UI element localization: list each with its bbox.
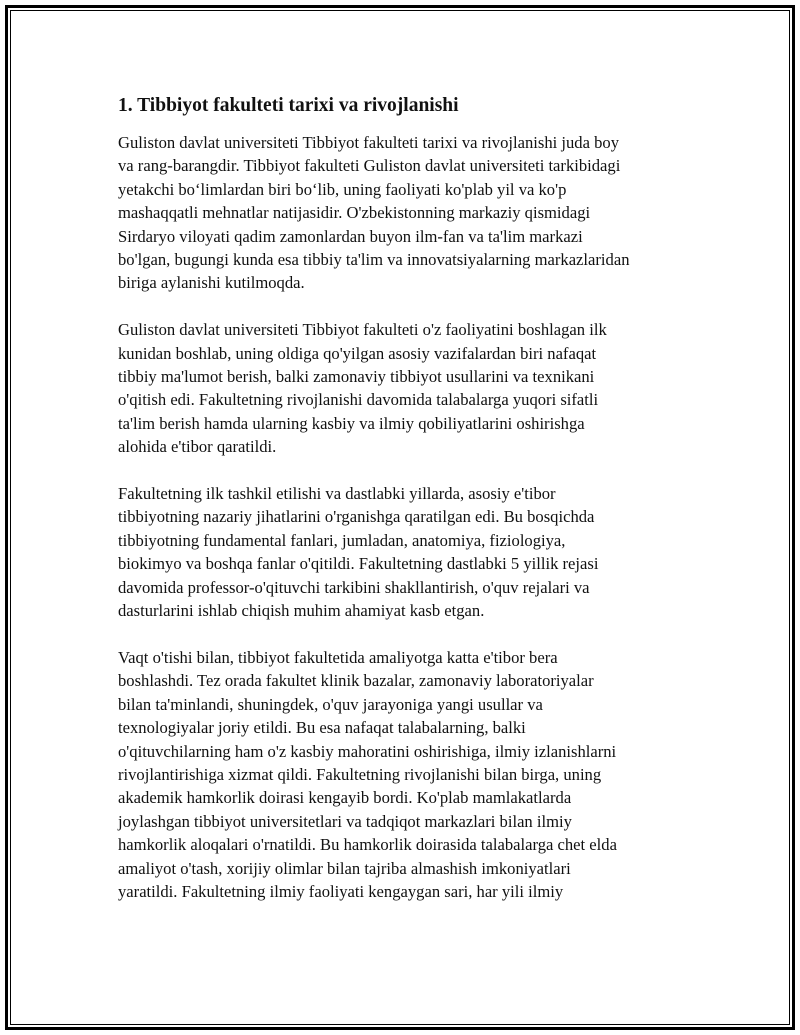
paragraph-line: davomida professor-o'qituvchi tarkibini shakllantirish, o'quv rejalari va: [118, 577, 590, 597]
paragraph-line: Sirdaryo viloyati qadim zamonlardan buyon ilm-fan va ta'lim markazi: [118, 226, 583, 246]
paragraph-line: akademik hamkorlik doirasi kengayib bordi. Ko'plab mamlakatlarda: [118, 788, 572, 808]
paragraph-line: va rang-barangdir. Tibbiyot fakulteti Guliston davlat universiteti tarkibidagi: [118, 156, 621, 176]
paragraph-line: Guliston davlat universiteti Tibbiyot fakulteti tarixi va rivojlanishi juda boy: [118, 133, 619, 152]
paragraph-line: boshlashdi. Tez orada fakultet klinik bazalar, zamonaviy laboratoriyalar: [118, 671, 594, 691]
paragraph-line: tibbiyotning nazariy jihatlarini o'rganishga qaratilgan edi. Bu bosqichda: [118, 507, 595, 527]
paragraph-line: yaratildi. Fakultetning ilmiy faoliyati kengaygan sari, har yili ilmiy: [118, 881, 564, 901]
paragraph-line: ta'lim berish hamda ularning kasbiy va ilmiy qobiliyatlarini oshirishga: [118, 413, 585, 433]
paragraph-1: [118, 131, 708, 295]
paragraph-line: biokimyo va boshqa fanlar o'qitildi. Fakultetning dastlabki 5 yillik rejasi: [118, 554, 599, 574]
document-body: [118, 92, 708, 927]
paragraph-line: kunidan boshlab, uning oldiga qo'yilgan asosiy vazifalardan biri nafaqat: [118, 343, 597, 363]
paragraph-line: yetakchi bo‘limlardan biri bo‘lib, uning faoliyati ko'plab yil va ko'p: [118, 179, 567, 199]
paragraph-line: bo'lgan, bugungi kunda esa tibbiy ta'lim va innovatsiyalarning markazlaridan: [118, 250, 630, 270]
paragraph-4: [118, 646, 708, 903]
paragraph-line: texnologiyalar joriy etildi. Bu esa nafaqat talabalarning, balki: [118, 718, 526, 738]
paragraph-line: bilan ta'minlandi, shuningdek, o'quv jarayoniga yangi usullar va: [118, 694, 543, 714]
paragraph-line: tibbiyotning fundamental fanlari, jumladan, anatomiya, fiziologiya,: [118, 530, 566, 550]
paragraph-line: Fakultetning ilk tashkil etilishi va dastlabki yillarda, asosiy e'tibor: [118, 484, 556, 504]
paragraph-2: [118, 318, 708, 458]
paragraph-line: mashaqqatli mehnatlar natijasidir. O'zbekistonning markaziy qismidagi: [118, 203, 591, 223]
paragraph-line: o'qitish edi. Fakultetning rivojlanishi davomida talabalarga yuqori sifatli: [118, 390, 599, 410]
paragraph-line: Guliston davlat universiteti Tibbiyot fakulteti o'z faoliyatini boshlagan ilk: [118, 320, 607, 340]
paragraph-line: o'qituvchilarning ham o'z kasbiy mahoratini oshirishiga, ilmiy izlanishlarni: [118, 741, 617, 761]
paragraph-line: biriga aylanishi kutilmoqda.: [118, 273, 305, 293]
paragraph-line: tibbiy ma'lumot berish, balki zamonaviy tibbiyot usullarini va texnikani: [118, 367, 595, 387]
paragraph-line: alohida e'tibor qaratildi.: [118, 437, 277, 457]
paragraph-line: amaliyot o'tash, xorijiy olimlar bilan tajriba almashish imkoniyatlari: [118, 858, 571, 878]
section-title: 1. Tibbiyot fakulteti tarixi va rivojlanishi: [118, 95, 459, 116]
paragraph-line: dasturlarini ishlab chiqish muhim ahamiyat kasb etgan.: [118, 601, 485, 621]
paragraph-line: Vaqt o'tishi bilan, tibbiyot fakultetida amaliyotga katta e'tibor bera: [118, 647, 558, 667]
paragraph-line: joylashgan tibbiyot universitetlari va tadqiqot markazlari bilan ilmiy: [118, 811, 572, 831]
paragraph-line: rivojlantirishiga xizmat qildi. Fakultetning rivojlanishi bilan birga, uning: [118, 764, 602, 784]
paragraph-line: hamkorlik aloqalari o'rnatildi. Bu hamkorlik doirasida talabalarga chet elda: [118, 835, 617, 855]
paragraph-3: [118, 482, 708, 622]
